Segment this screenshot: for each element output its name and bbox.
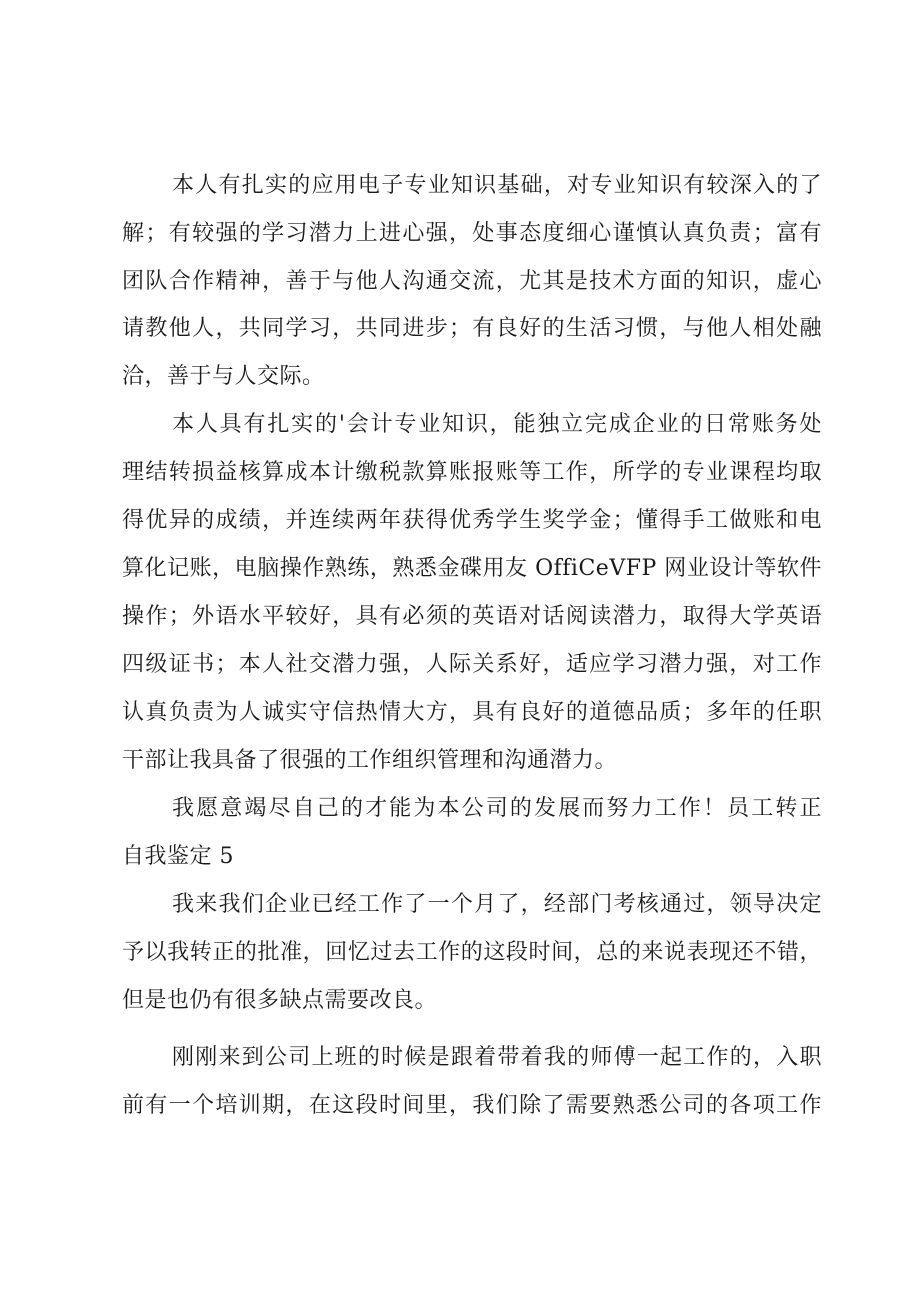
paragraph-2-line-4: 算化记账，电脑操作熟练，熟悉金碟用友 OffiCeVFP 网业设计等软件 <box>122 556 822 581</box>
paragraph-4-line-1: 我来我们企业已经工作了一个月了，经部门考核通过，领导决定 <box>172 892 822 917</box>
paragraph-2-line-6: 四级证书；本人社交潜力强，人际关系好，适应学习潜力强，对工作 <box>122 652 822 677</box>
paragraph-1-line-1: 本人有扎实的应用电子专业知识基础，对专业知识有较深入的了 <box>172 173 822 198</box>
paragraph-3-line-1: 我愿意竭尽自己的才能为本公司的发展而努力工作！员工转正 <box>172 796 822 821</box>
paragraph-1-line-4: 请教他人，共同学习，共同进步；有良好的生活习惯，与他人相处融 <box>122 316 822 341</box>
paragraph-1-line-3: 团队合作精神，善于与他人沟通交流，尤其是技术方面的知识，虚心 <box>122 269 822 294</box>
paragraph-1-line-2: 解；有较强的学习潜力上进心强，处事态度细心谨慎认真负责；富有 <box>122 221 822 246</box>
document-page <box>122 0 822 1301</box>
paragraph-2-line-7: 认真负责为人诚实守信热情大方，具有良好的道德品质；多年的任职 <box>122 700 822 725</box>
paragraph-5-line-1: 刚刚来到公司上班的时候是跟着带着我的师傅一起工作的，入职 <box>172 1045 822 1070</box>
paragraph-4-line-3: 但是也仍有很多缺点需要改良。 <box>122 988 438 1013</box>
paragraph-2-line-8: 干部让我具备了很强的工作组织管理和沟通潜力。 <box>122 748 618 773</box>
paragraph-5-line-2: 前有一个培训期，在这段时间里，我们除了需要熟悉公司的各项工作 <box>122 1093 822 1118</box>
paragraph-2-line-2: 理结转损益核算成本计缴税款算账报账等工作，所学的专业课程均取 <box>122 460 822 485</box>
paragraph-2-line-1: 本人具有扎实的'会计专业知识，能独立完成企业的日常账务处 <box>172 412 822 437</box>
paragraph-1-line-5: 洽，善于与人交际。 <box>122 364 325 389</box>
paragraph-3-line-2: 自我鉴定 5 <box>122 844 234 869</box>
paragraph-2-line-5: 操作；外语水平较好，具有必须的英语对话阅读潜力，取得大学英语 <box>122 604 822 629</box>
paragraph-4-line-2: 予以我转正的批准，回忆过去工作的这段时间，总的来说表现还不错， <box>122 940 822 965</box>
paragraph-2-line-3: 得优异的成绩，并连续两年获得优秀学生奖学金；懂得手工做账和电 <box>122 508 822 533</box>
